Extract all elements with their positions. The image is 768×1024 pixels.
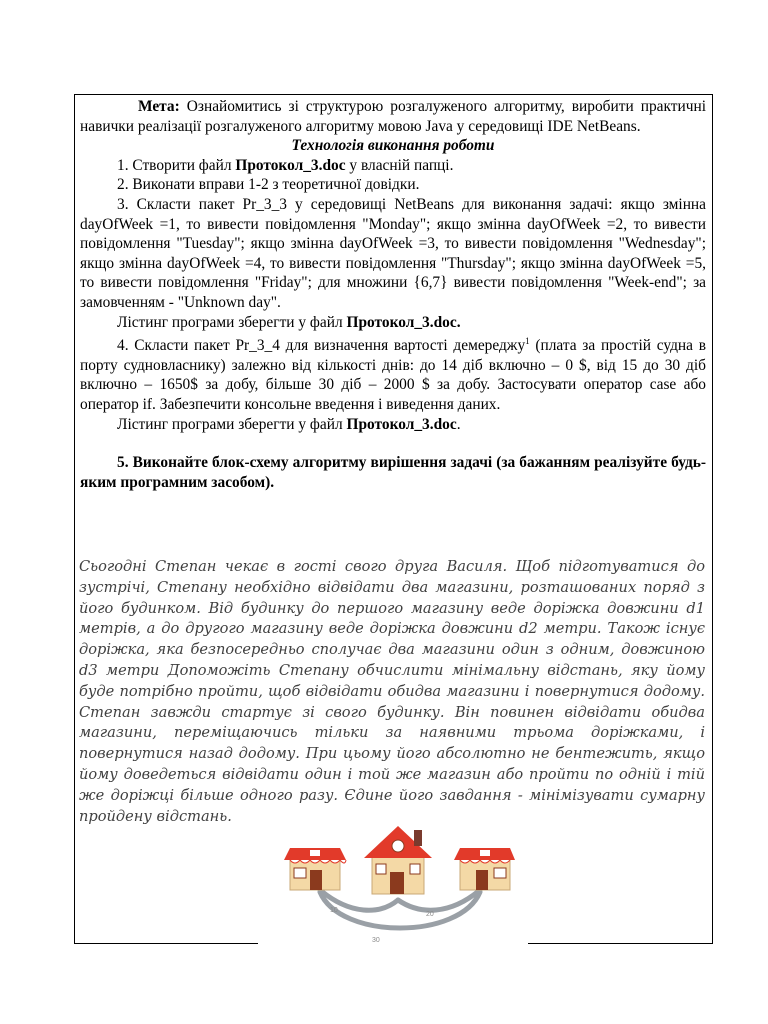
spacer: [80, 434, 706, 453]
step-3: 3. Скласти пакет Pr_3_3 у середовищі NetBeans для виконання задачі: якщо змінна dayOfWeek =1, то вивести повідомлення "Monday"; якщо змінна dayOfWeek =2, то вивести повідомлення "Tuesday"; якщо змінна dayOfWeek =3, то вивести повідомлення "Wednesday"; якщо змінна dayOfWeek =4, то вивести повідомлення "Thursday"; якщо змінна dayOfWeek =5, то вивести повідомлення "Friday"; для множини {6,7} вивести повідомлення "Week-end"; за замовченням - "Unknown day".: [80, 195, 706, 311]
path-label-left: 10: [330, 907, 338, 914]
house-center-icon: [364, 826, 432, 894]
path-bottom: [320, 892, 480, 928]
listing-1-file: Протокол_3.doc.: [346, 313, 461, 331]
goal-label: Мета:: [138, 98, 180, 115]
listing-2-file: Протокол_3.doc: [346, 415, 457, 433]
houses-illustration: [280, 820, 515, 948]
step-5: 5. Виконайте блок-схему алгоритму вирішення задачі (за бажанням реалізуйте будь-яким програмним засобом).: [80, 454, 706, 491]
goal-text: Ознайомитись зі структурою розгалуженого алгоритму, виробити практичні навички реалізації розгалуженого алгоритму мовою Java у середовищі IDE NetBeans.: [80, 98, 706, 135]
path-label-right: 20: [426, 911, 434, 918]
task-content: [80, 97, 706, 492]
path-label-bottom: 30: [372, 937, 380, 944]
footnote-marker: 1: [525, 336, 530, 347]
shop-right-icon: [454, 848, 515, 890]
step-1-file: Протокол_3.doc: [235, 156, 346, 174]
goal-paragraph: [80, 97, 706, 136]
step-1: 1. Створити файл Протокол_3.doc у власній папці.: [117, 156, 454, 174]
listing-note-1: Лістинг програми зберегти у файл Протокол_3.doc.: [117, 313, 461, 331]
listing-note-2: Лістинг програми зберегти у файл Протокол_3.doc.: [117, 415, 461, 433]
step-4: 4. Скласти пакет Pr_3_4 для визначення вартості демереджу$^1$ (плата за простій судна в порту судновласнику) залежно від кількості днів: до 14 діб включно – 0 $, від 15 до 30 діб включно – 1650$ за добу, більше 30 діб – 2000 $ за добу. Застосувати оператор case або оператор if. Забезпечити консольне введення і виведення даних.: [80, 336, 706, 414]
story-text: Сьогодні Степан чекає в гості свого друга Василя. Щоб підготуватися до зустрічі, Степану необхідно відвідати два магазини, розташованих поряд з його будинком. Від будинку до першого магазину веде доріжка довжини d1 метрів, а до другого магазину веде доріжка довжини d2 метри. Також існує доріжка, яка безпосередньо сполучає два магазини один з одним, довжиною d3 метри Допоможіть Степану обчислити мінімальну відстань, яку йому буде потрібно пройти, щоб відвідати обидва магазини і повернутися додому. Степан завжди стартує зі свого будинку. Він повинен відвідати обидва магазини, переміщаючись тільки за наявними трьома доріжками, і повернутися назад додому. При цьому його абсолютно не бентежить, якщо йому доведеться відвідати один і той же магазин або пройти по одній і тій же доріжці більше одного разу. Єдине його завдання - мінімізувати сумарну пройдену відстань.: [79, 558, 705, 825]
shop-left-icon: [284, 848, 346, 890]
technology-heading: Технологія виконання роботи: [291, 137, 495, 155]
step-2: 2. Виконати вправи 1-2 з теоретичної довідки.: [117, 176, 420, 194]
